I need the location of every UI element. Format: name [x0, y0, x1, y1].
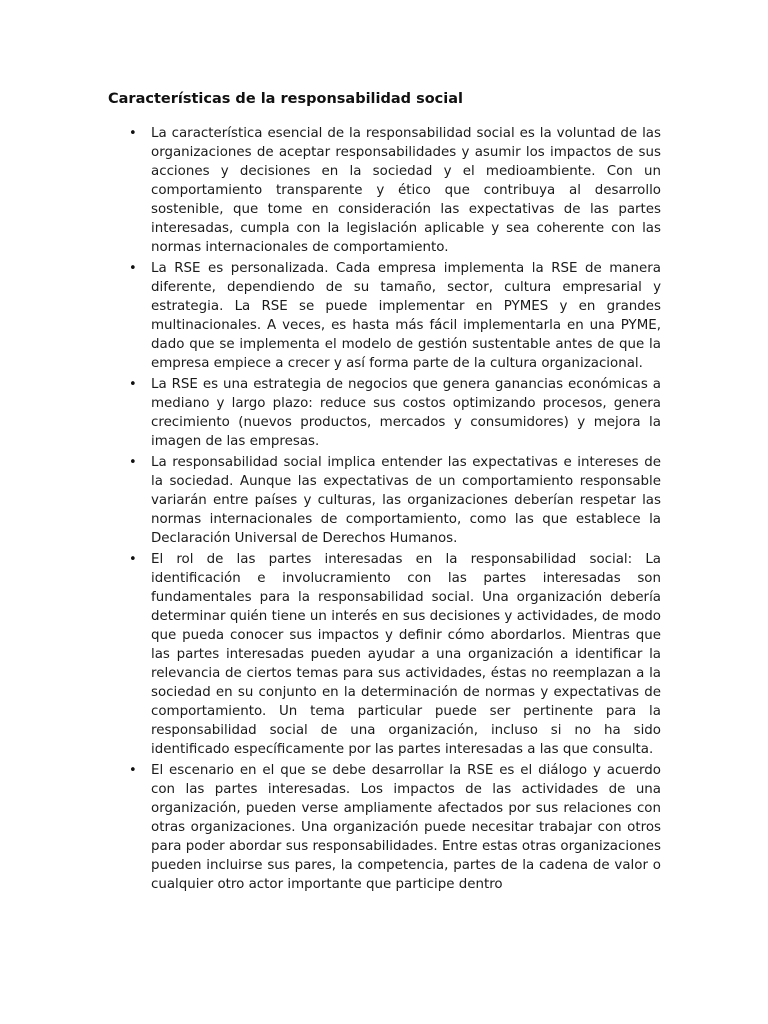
list-item-text: La RSE es personalizada. Cada empresa implementa la RSE de manera diferente, dependiendo de su tamaño, sector, cultura empresarial y estrategia. La RSE se puede implementar en PYMES y en grandes multinacionales. A veces, es hasta más fácil implementarla en una PYME, dado que se implementa el modelo de gestión sustentable antes de que la empresa empiece a crecer y así forma parte de la cultura organizacional.: [151, 261, 661, 371]
list-item-text: La RSE es una estrategia de negocios que genera ganancias económicas a mediano y largo plazo: reduce sus costos optimizando procesos, genera crecimiento (nuevos productos, mercados y consumidores) y mejora la imagen de las empresas.: [151, 377, 661, 449]
bullet-icon: •: [129, 126, 137, 141]
list-item: [129, 453, 661, 548]
list-item-text: El rol de las partes interesadas en la responsabilidad social: La identificación e involucramiento con las partes interesadas son fundamentales para la responsabilidad social. Una organización debería determinar quién tiene un interés en sus decisiones y actividades, de modo que pueda conocer sus impactos y definir cómo abordarlos. Mientras que las partes interesadas pueden ayudar a una organización a identificar la relevancia de ciertos temas para sus actividades, éstas no reemplazan a la sociedad en su conjunto en la determinación de normas y expectativas de comportamiento. Un tema particular puede ser pertinente para la responsabilidad social de una organización, incluso si no ha sido identificado específicamente por las partes interesadas a las que consulta.: [151, 552, 661, 757]
page-title: Características de la responsabilidad social: [108, 91, 463, 107]
list-item: [129, 550, 661, 759]
bullet-icon: •: [129, 455, 137, 470]
bullet-icon: •: [129, 377, 137, 392]
list-item: [129, 259, 661, 373]
bullet-list: [129, 124, 661, 896]
list-item-text: La responsabilidad social implica entender las expectativas e intereses de la sociedad. Aunque las expectativas de un comportamiento responsable variarán entre países y culturas, las organizaciones deberían respetar las normas internacionales de comportamiento, como las que establece la Declaración Universal de Derechos Humanos.: [151, 455, 661, 546]
list-item-text: La característica esencial de la responsabilidad social es la voluntad de las organizaciones de aceptar responsabilidades y asumir los impactos de sus acciones y decisiones en la sociedad y el medioambiente. Con un comportamiento transparente y ético que contribuya al desarrollo sostenible, que tome en consideración las expectativas de las partes interesadas, cumpla con la legislación aplicable y sea coherente con las normas internacionales de comportamiento.: [151, 126, 661, 255]
bullet-icon: •: [129, 261, 137, 276]
list-item: [129, 375, 661, 451]
bullet-icon: •: [129, 763, 137, 778]
list-item: [129, 761, 661, 894]
bullet-icon: •: [129, 552, 137, 567]
list-item-text: El escenario en el que se debe desarrollar la RSE es el diálogo y acuerdo con las partes interesadas. Los impactos de las actividades de una organización, pueden verse ampliamente afectados por sus relaciones con otras organizaciones. Una organización puede necesitar trabajar con otros para poder abordar sus responsabilidades. Entre estas otras organizaciones pueden incluirse sus pares, la competencia, partes de la cadena de valor o cualquier otro actor importante que participe dentro: [151, 763, 661, 892]
list-item: [129, 124, 661, 257]
